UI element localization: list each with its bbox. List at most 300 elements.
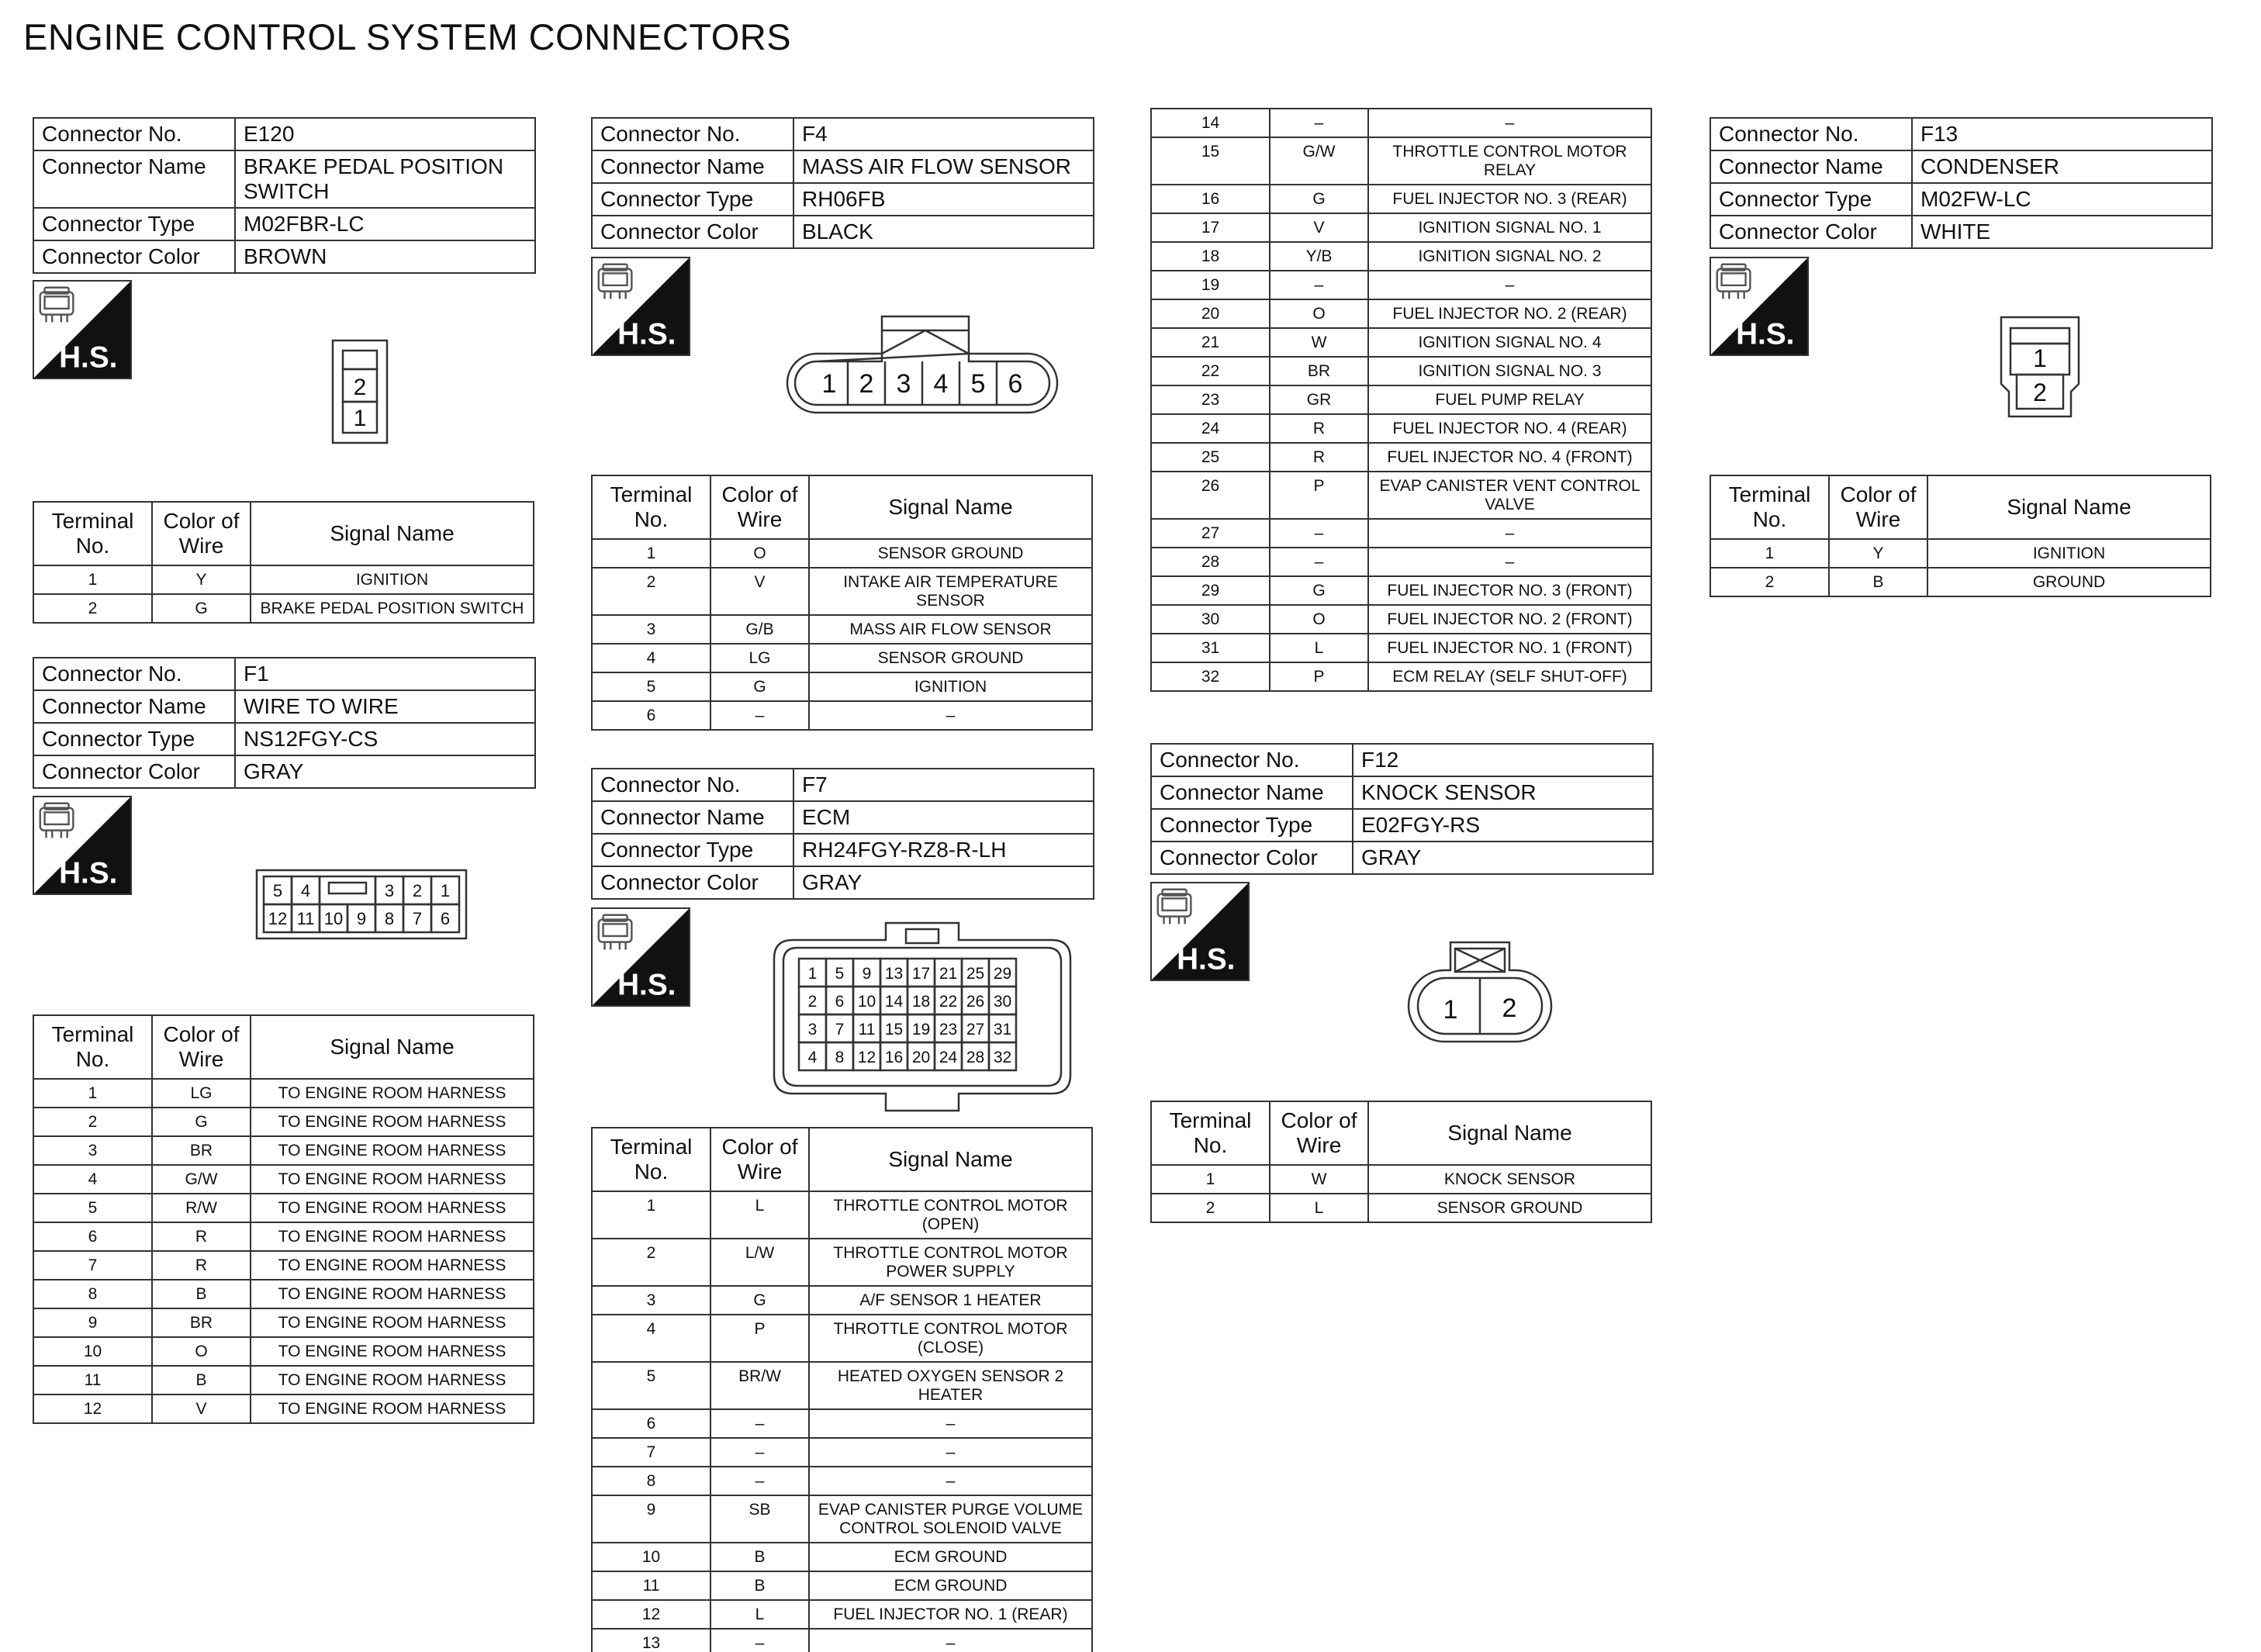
signal-name: – xyxy=(809,1467,1092,1495)
signal-name: TO ENGINE ROOM HARNESS xyxy=(251,1280,534,1308)
signal-name: EVAP CANISTER PURGE VOLUME CONTROL SOLENOID VALVE xyxy=(809,1495,1092,1543)
signal-name-header: Signal Name xyxy=(251,1015,534,1079)
terminal-no: 24 xyxy=(1151,414,1270,443)
pin-number: 8 xyxy=(835,1049,845,1066)
table-row xyxy=(33,1165,534,1194)
info-table-f1 xyxy=(33,657,536,789)
connector-no-row xyxy=(1151,744,1653,776)
connector-color-row xyxy=(1151,842,1653,874)
signal-name: TO ENGINE ROOM HARNESS xyxy=(251,1165,534,1194)
signal-name: FUEL INJECTOR NO. 1 (REAR) xyxy=(809,1600,1092,1629)
wire-color: B xyxy=(710,1543,809,1571)
wire-color: Y xyxy=(1829,539,1927,568)
connector-plug-icon xyxy=(599,915,632,950)
pin-number: 13 xyxy=(884,965,904,983)
connector-name-value: BRAKE PEDAL POSITION SWITCH xyxy=(235,150,535,208)
header-text: Terminal xyxy=(1169,1108,1252,1132)
pin-number: 27 xyxy=(966,1021,985,1039)
signal-name: FUEL INJECTOR NO. 1 (FRONT) xyxy=(1368,634,1651,662)
terminal-table xyxy=(33,1014,534,1424)
connector-type-label: Connector Type xyxy=(1710,183,1912,216)
table-row xyxy=(1151,519,1651,548)
connector-info xyxy=(33,657,536,789)
terminal-no: 2 xyxy=(592,1239,710,1286)
connector-color-label: Connector Color xyxy=(592,216,793,248)
terminal-no: 28 xyxy=(1151,548,1270,576)
pin-number: 24 xyxy=(939,1049,958,1066)
header-text: Terminal xyxy=(610,482,693,506)
info-table-f13 xyxy=(1710,117,2213,249)
signal-name: FUEL INJECTOR NO. 3 (REAR) xyxy=(1368,185,1651,213)
info-table-f7 xyxy=(591,768,1094,900)
connector-color-label: Connector Color xyxy=(1151,842,1353,874)
signal-name: BRAKE PEDAL POSITION SWITCH xyxy=(251,594,534,623)
table-row xyxy=(1151,385,1651,414)
connector-no-label: Connector No. xyxy=(1151,744,1353,776)
table-row xyxy=(592,1362,1092,1409)
table-row xyxy=(1151,605,1651,634)
pin-number: 1 xyxy=(1443,995,1458,1025)
connector-info xyxy=(33,117,536,274)
connector-name-row xyxy=(1151,776,1653,809)
terminal-table xyxy=(591,475,1093,731)
header-text: Terminal xyxy=(1728,482,1811,506)
terminal-no: 2 xyxy=(33,594,152,623)
signal-name-header: Signal Name xyxy=(1368,1101,1651,1165)
pin-number: 7 xyxy=(835,1021,845,1039)
terminal-no: 6 xyxy=(592,1409,710,1438)
signal-name: IGNITION SIGNAL NO. 4 xyxy=(1368,328,1651,357)
header-text: Terminal xyxy=(51,1022,134,1046)
pin-number: 19 xyxy=(911,1021,931,1039)
connector-no-label: Connector No. xyxy=(592,118,793,150)
signal-name: IGNITION SIGNAL NO. 1 xyxy=(1368,213,1651,242)
connector-type-row xyxy=(592,183,1094,216)
connector-type-value: M02FBR-LC xyxy=(235,208,535,240)
header-text: No. xyxy=(75,534,110,558)
terminal-table-e120 xyxy=(33,501,534,624)
header-row xyxy=(1710,475,2211,539)
terminal-no: 17 xyxy=(1151,213,1270,242)
table-row xyxy=(1151,472,1651,519)
table-row xyxy=(592,1286,1092,1315)
table-row xyxy=(1151,213,1651,242)
signal-name: SENSOR GROUND xyxy=(809,539,1092,568)
table-row xyxy=(33,1251,534,1280)
terminal-no: 20 xyxy=(1151,299,1270,328)
signal-name: IGNITION xyxy=(1927,539,2211,568)
wire-color: G/B xyxy=(710,615,809,644)
signal-name: SENSOR GROUND xyxy=(1368,1194,1651,1222)
header-text: Color of xyxy=(163,509,240,533)
terminal-no: 13 xyxy=(592,1629,710,1652)
pin-number: 9 xyxy=(356,909,367,928)
terminal-table-f12 xyxy=(1150,1101,1652,1223)
connector-info xyxy=(591,117,1094,249)
wire-color: R xyxy=(1270,414,1368,443)
connector-type-value: NS12FGY-CS xyxy=(235,723,535,755)
terminal-no-header xyxy=(1151,1101,1270,1165)
wire-color: – xyxy=(1270,271,1368,299)
terminal-no: 6 xyxy=(33,1222,152,1251)
signal-name: GROUND xyxy=(1927,568,2211,596)
terminal-table-f7-continued xyxy=(1150,108,1652,692)
header-text: Terminal xyxy=(610,1135,693,1159)
connector-no-label: Connector No. xyxy=(33,118,235,150)
terminal-table-f1 xyxy=(33,1014,534,1424)
connector-name-value: MASS AIR FLOW SENSOR xyxy=(793,150,1094,183)
terminal-no: 26 xyxy=(1151,472,1270,519)
wire-color: LG xyxy=(152,1079,251,1108)
pin-number: 3 xyxy=(807,1021,818,1039)
wire-color: O xyxy=(1270,299,1368,328)
connector-type-row xyxy=(33,208,535,240)
wire-color: R xyxy=(152,1222,251,1251)
connector-plug-icon xyxy=(1717,264,1751,299)
pin-number: 2 xyxy=(353,375,367,400)
terminal-no: 3 xyxy=(592,615,710,644)
table-row xyxy=(592,672,1092,701)
connector-type-value: E02FGY-RS xyxy=(1353,809,1653,842)
pin-number: 2 xyxy=(2033,378,2047,406)
table-row xyxy=(33,1280,534,1308)
terminal-no: 10 xyxy=(592,1543,710,1571)
connector-color-value: BROWN xyxy=(235,240,535,273)
pin-number: 22 xyxy=(939,993,958,1011)
table-row xyxy=(592,1191,1092,1239)
terminal-no: 30 xyxy=(1151,605,1270,634)
pin-number: 5 xyxy=(970,369,986,399)
harness-side-icon-graphic xyxy=(593,909,689,1005)
wire-color: L xyxy=(710,1191,809,1239)
signal-name: TO ENGINE ROOM HARNESS xyxy=(251,1108,534,1136)
table-row xyxy=(592,1438,1092,1467)
header-text: Wire xyxy=(178,1047,224,1071)
terminal-no: 8 xyxy=(33,1280,152,1308)
terminal-no: 8 xyxy=(592,1467,710,1495)
terminal-no: 3 xyxy=(33,1136,152,1165)
connector-no-value: F1 xyxy=(235,658,535,690)
signal-name-header: Signal Name xyxy=(809,1128,1092,1191)
signal-name: IGNITION SIGNAL NO. 2 xyxy=(1368,242,1651,271)
signal-name: – xyxy=(1368,519,1651,548)
table-row xyxy=(33,594,534,623)
connector-type-value: RH24FGY-RZ8-R-LH xyxy=(793,834,1094,866)
signal-name: FUEL INJECTOR NO. 4 (FRONT) xyxy=(1368,443,1651,472)
terminal-no: 25 xyxy=(1151,443,1270,472)
connector-color-value: GRAY xyxy=(1353,842,1653,874)
wire-color: P xyxy=(1270,472,1368,519)
wire-color: G/W xyxy=(152,1165,251,1194)
signal-name: – xyxy=(809,1438,1092,1467)
connector-no-label: Connector No. xyxy=(592,769,793,801)
header-text: Wire xyxy=(737,1160,783,1184)
wire-color: – xyxy=(1270,548,1368,576)
connector-no-row xyxy=(33,658,535,690)
terminal-no: 15 xyxy=(1151,137,1270,185)
table-row xyxy=(1151,299,1651,328)
connector-color-value: BLACK xyxy=(793,216,1094,248)
harness-side-icon-graphic xyxy=(34,797,130,893)
signal-name: THROTTLE CONTROL MOTOR RELAY xyxy=(1368,137,1651,185)
terminal-no: 11 xyxy=(33,1366,152,1395)
terminal-no: 5 xyxy=(33,1194,152,1222)
terminal-no: 1 xyxy=(592,1191,710,1239)
table-row xyxy=(592,1315,1092,1362)
signal-name-header: Signal Name xyxy=(1927,475,2211,539)
signal-name: FUEL INJECTOR NO. 3 (FRONT) xyxy=(1368,576,1651,605)
pin-number: 31 xyxy=(993,1021,1012,1039)
wire-color: – xyxy=(1270,109,1368,137)
connector-color-label: Connector Color xyxy=(33,755,235,788)
signal-name: TO ENGINE ROOM HARNESS xyxy=(251,1366,534,1395)
wire-color: V xyxy=(710,568,809,615)
signal-name: MASS AIR FLOW SENSOR xyxy=(809,615,1092,644)
table-row xyxy=(1151,328,1651,357)
terminal-table xyxy=(1150,108,1652,692)
pin-number: 8 xyxy=(384,909,395,928)
pin-number: 4 xyxy=(807,1049,818,1066)
connector-no-row xyxy=(592,769,1094,801)
terminal-no: 10 xyxy=(33,1337,152,1366)
terminal-no: 2 xyxy=(33,1108,152,1136)
terminal-no: 31 xyxy=(1151,634,1270,662)
wire-color: L xyxy=(1270,634,1368,662)
terminal-no: 18 xyxy=(1151,242,1270,271)
pin-number: 6 xyxy=(835,993,845,1011)
table-row xyxy=(33,1108,534,1136)
hs-label: H.S. xyxy=(59,340,118,375)
connector-face-f1 xyxy=(254,868,468,941)
header-row xyxy=(33,1015,534,1079)
table-row xyxy=(1151,548,1651,576)
terminal-no-header xyxy=(33,502,152,565)
pin-number: 16 xyxy=(884,1049,904,1066)
harness-side-icon xyxy=(1150,882,1250,981)
terminal-table xyxy=(1150,1101,1652,1223)
signal-name: KNOCK SENSOR xyxy=(1368,1165,1651,1194)
pin-number: 5 xyxy=(835,965,845,983)
terminal-no: 9 xyxy=(592,1495,710,1543)
header-row xyxy=(592,475,1092,539)
connector-name-row xyxy=(33,150,535,208)
signal-name: FUEL INJECTOR NO. 2 (FRONT) xyxy=(1368,605,1651,634)
color-of-wire-header xyxy=(152,502,251,565)
header-text: No. xyxy=(75,1047,110,1071)
signal-name: TO ENGINE ROOM HARNESS xyxy=(251,1395,534,1423)
harness-side-icon-graphic xyxy=(1711,258,1807,354)
connector-name-value: KNOCK SENSOR xyxy=(1353,776,1653,809)
signal-name: FUEL INJECTOR NO. 2 (REAR) xyxy=(1368,299,1651,328)
terminal-no: 5 xyxy=(592,1362,710,1409)
pin-number: 2 xyxy=(807,993,818,1011)
wire-color: – xyxy=(710,1409,809,1438)
table-row xyxy=(592,1409,1092,1438)
pin-number: 17 xyxy=(911,965,931,983)
terminal-no: 7 xyxy=(33,1251,152,1280)
terminal-no: 3 xyxy=(592,1286,710,1315)
header-text: No. xyxy=(634,507,669,531)
connector-no-value: F7 xyxy=(793,769,1094,801)
hs-label: H.S. xyxy=(1177,942,1236,976)
header-text: Wire xyxy=(737,507,783,531)
wire-color: R xyxy=(1270,443,1368,472)
table-row xyxy=(33,1366,534,1395)
table-row xyxy=(1151,662,1651,691)
terminal-no: 12 xyxy=(592,1600,710,1629)
header-text: Color of xyxy=(1840,482,1917,506)
connector-type-row xyxy=(592,834,1094,866)
header-text: Color of xyxy=(721,482,798,506)
pin-number: 32 xyxy=(993,1049,1012,1066)
wire-color: V xyxy=(152,1395,251,1423)
wire-color: – xyxy=(710,1438,809,1467)
terminal-table-f7 xyxy=(591,1127,1093,1652)
pin-number: 9 xyxy=(862,965,872,983)
color-of-wire-header xyxy=(710,475,809,539)
connector-no-value: E120 xyxy=(235,118,535,150)
wire-color: SB xyxy=(710,1495,809,1543)
table-row xyxy=(1151,414,1651,443)
wire-color: B xyxy=(1829,568,1927,596)
pin-number: 26 xyxy=(966,993,985,1011)
signal-name: – xyxy=(1368,548,1651,576)
terminal-no: 6 xyxy=(592,701,710,730)
table-row xyxy=(33,1222,534,1251)
table-row xyxy=(1151,242,1651,271)
terminal-no: 22 xyxy=(1151,357,1270,385)
wire-color: W xyxy=(1270,328,1368,357)
terminal-no-header xyxy=(33,1015,152,1079)
terminal-table xyxy=(591,1127,1093,1652)
table-row xyxy=(592,1543,1092,1571)
terminal-no: 2 xyxy=(592,568,710,615)
table-row xyxy=(1710,568,2211,596)
pin-number: 23 xyxy=(939,1021,958,1039)
connector-plug-icon xyxy=(40,288,74,323)
wire-color: V xyxy=(1270,213,1368,242)
pin-number: 21 xyxy=(939,965,958,983)
terminal-no: 21 xyxy=(1151,328,1270,357)
connector-face-f4 xyxy=(786,313,1059,419)
wire-color: BR xyxy=(1270,357,1368,385)
signal-name: EVAP CANISTER VENT CONTROL VALVE xyxy=(1368,472,1651,519)
header-text: Wire xyxy=(1296,1133,1342,1157)
terminal-no: 27 xyxy=(1151,519,1270,548)
header-row xyxy=(592,1128,1092,1191)
pin-number: 1 xyxy=(353,406,367,431)
pin-number: 2 xyxy=(412,881,423,900)
wire-color: LG xyxy=(710,644,809,672)
table-row xyxy=(1151,137,1651,185)
wire-color: L/W xyxy=(710,1239,809,1286)
connector-no-label: Connector No. xyxy=(33,658,235,690)
table-row xyxy=(33,1194,534,1222)
terminal-no: 1 xyxy=(33,565,152,594)
connector-name-label: Connector Name xyxy=(33,150,235,208)
wire-color: BR xyxy=(152,1136,251,1165)
connector-face-f13 xyxy=(1993,314,2086,420)
pin-number: 3 xyxy=(896,369,911,399)
header-text: No. xyxy=(1752,507,1787,531)
wire-color: G xyxy=(710,1286,809,1315)
header-text: Wire xyxy=(178,534,224,558)
connector-type-value: M02FW-LC xyxy=(1912,183,2212,216)
header-row xyxy=(1151,1101,1651,1165)
signal-name: THROTTLE CONTROL MOTOR (OPEN) xyxy=(809,1191,1092,1239)
table-row xyxy=(1151,109,1651,137)
signal-name: THROTTLE CONTROL MOTOR POWER SUPPLY xyxy=(809,1239,1092,1286)
color-of-wire-header xyxy=(1270,1101,1368,1165)
wire-color: O xyxy=(1270,605,1368,634)
connector-type-label: Connector Type xyxy=(1151,809,1353,842)
harness-side-icon-graphic xyxy=(34,282,130,378)
pin-number: 3 xyxy=(384,881,395,900)
color-of-wire-header xyxy=(152,1015,251,1079)
connector-type-label: Connector Type xyxy=(592,183,793,216)
connector-name-value: WIRE TO WIRE xyxy=(235,690,535,723)
table-row xyxy=(592,1495,1092,1543)
connector-color-row xyxy=(592,866,1094,899)
terminal-no-header xyxy=(592,475,710,539)
wire-color: G xyxy=(1270,185,1368,213)
connector-color-label: Connector Color xyxy=(592,866,793,899)
wire-color: BR xyxy=(152,1308,251,1337)
hs-label: H.S. xyxy=(617,317,676,351)
signal-name-header: Signal Name xyxy=(251,502,534,565)
pin-number: 7 xyxy=(412,909,423,928)
table-row xyxy=(1151,1165,1651,1194)
wire-color: B xyxy=(710,1571,809,1600)
pin-number: 29 xyxy=(993,965,1012,983)
connector-plug-icon xyxy=(599,264,632,299)
wire-color: G xyxy=(152,594,251,623)
pin-number: 25 xyxy=(966,965,985,983)
signal-name: TO ENGINE ROOM HARNESS xyxy=(251,1251,534,1280)
hs-label: H.S. xyxy=(617,968,676,1002)
signal-name: FUEL INJECTOR NO. 4 (REAR) xyxy=(1368,414,1651,443)
table-row xyxy=(1151,271,1651,299)
wire-color: L xyxy=(1270,1194,1368,1222)
table-row xyxy=(1710,539,2211,568)
pin-number: 4 xyxy=(300,881,311,900)
pin-number: 6 xyxy=(1008,369,1023,399)
terminal-no: 11 xyxy=(592,1571,710,1600)
pin-number: 15 xyxy=(884,1021,904,1039)
wire-color: – xyxy=(710,701,809,730)
connector-name-row xyxy=(592,150,1094,183)
terminal-table-f4 xyxy=(591,475,1093,731)
connector-info xyxy=(591,768,1094,900)
wire-color: R/W xyxy=(152,1194,251,1222)
pin-number: 1 xyxy=(821,369,837,399)
pin-number: 12 xyxy=(268,909,288,928)
pin-number: 5 xyxy=(272,881,283,900)
terminal-no: 32 xyxy=(1151,662,1270,691)
signal-name: IGNITION SIGNAL NO. 3 xyxy=(1368,357,1651,385)
signal-name: TO ENGINE ROOM HARNESS xyxy=(251,1337,534,1366)
table-row xyxy=(1151,443,1651,472)
table-row xyxy=(1151,634,1651,662)
connector-face-e120 xyxy=(330,338,389,445)
pin-number: 18 xyxy=(911,993,931,1011)
signal-name: HEATED OXYGEN SENSOR 2 HEATER xyxy=(809,1362,1092,1409)
terminal-no: 1 xyxy=(33,1079,152,1108)
connector-type-label: Connector Type xyxy=(592,834,793,866)
color-of-wire-header xyxy=(710,1128,809,1191)
header-text: Color of xyxy=(721,1135,798,1159)
terminal-no: 4 xyxy=(592,644,710,672)
